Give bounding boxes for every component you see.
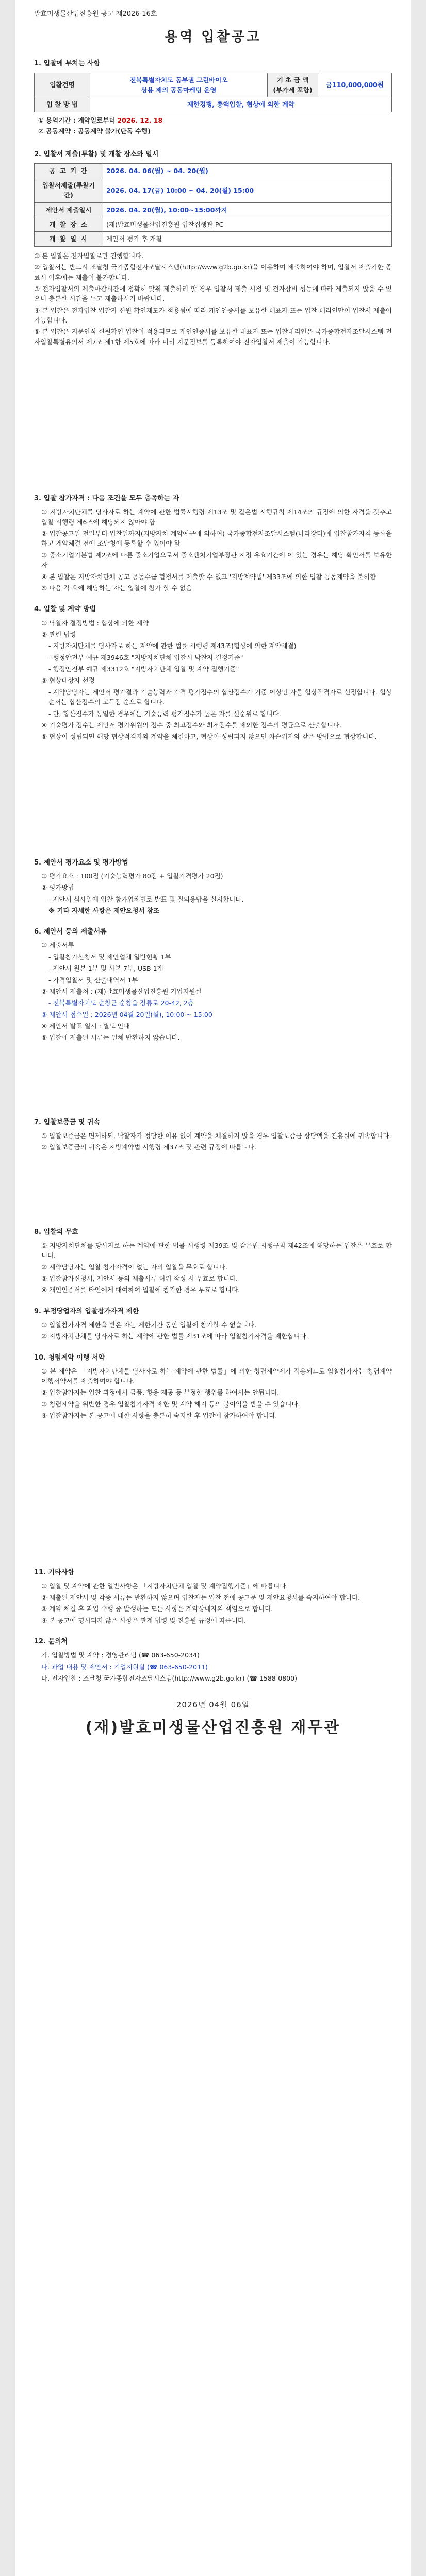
- list-item: - 행정안전부 예규 제3946호 "지방자치단체 입찰시 낙찰자 결정기준": [48, 653, 243, 662]
- section-2-notes: [34, 251, 392, 347]
- list-item: ④ 개인인증서를 타인에게 대여하여 입찰에 참가한 경우 무효로 합니다.: [41, 1286, 240, 1294]
- sched-label: 공 고 기 간: [35, 163, 103, 178]
- list-item: ① 본 계약은 「지방자치단체를 당사자로 하는 계약에 관한 법률」에 의한 청렴계약제가 적용되므로 입찰참가자는 청렴계약 이행서약서를 제출하여야 합니다.: [41, 1367, 392, 1385]
- list-item: ⑤ 협상이 성립되면 해당 협상적격자와 계약을 체결하고, 협상이 성립되지 않으면 차순위자와 같은 방법으로 협상합니다.: [41, 733, 377, 741]
- section-7-list: [34, 1131, 392, 1153]
- section-5-list: [34, 871, 392, 916]
- notice-page: [15, 0, 411, 2576]
- base-price-value: 금110,000,000원: [318, 73, 392, 97]
- list-item: ③ 협상대상자 선정: [41, 676, 95, 685]
- list-item: ① 입찰보증금은 면제하되, 낙찰자가 정당한 이유 없이 계약을 체결하지 않을 경우 입찰보증금 상당액을 진흥원에 귀속합니다.: [41, 1131, 391, 1140]
- sched-label: 개 찰 일 시: [35, 232, 103, 246]
- list-item: ② 입찰공고일 전일부터 입찰일까지(지방자치 계약예규에 의하여) 국가종합전자조달시스템(나라장터)에 입찰참가자격 등록을 하고 계약체결 전에 조달청에 등록할 수 있어야 함: [41, 530, 392, 548]
- list-item: ② 입찰참가자는 입찰 과정에서 금품, 향응 제공 등 부정한 행위를 하여서는 안됩니다.: [41, 1388, 280, 1397]
- list-item: ① 입찰 및 계약에 관한 일반사항은 「지방자치단체 입찰 및 계약집행기준」에 따릅니다.: [41, 1582, 288, 1590]
- bid-name-label: 입찰건명: [35, 73, 90, 97]
- sched-value: 2026. 04. 17(금) 10:00 ~ 04. 20(월) 15:00: [103, 178, 392, 202]
- bid-method-label: 입 찰 방 법: [35, 97, 90, 112]
- list-item: ② 입찰보증금의 귀속은 지방계약법 시행령 제37조 및 관련 규정에 따릅니다.: [41, 1143, 257, 1151]
- list-item: ① 제출서류: [41, 941, 74, 950]
- list-item: ① 지방자치단체를 당사자로 하는 계약에 관한 법률시행령 제13조 및 같은법 시행규칙 제14조의 규정에 의한 자격을 갖추고 입찰 시행령 제6조에 해당되지 않아야 함: [41, 508, 392, 526]
- list-item: ④ 입찰참가자는 본 공고에 대한 사항을 충분히 숙지한 후 입찰에 참가하여야 합니다.: [41, 1412, 277, 1420]
- notice-number: 발효미생물산업진흥원 공고 제2026-16호: [34, 10, 157, 18]
- list-item: ② 제안서 제출처 : (재)발효미생물산업진흥원 기업지원실: [41, 987, 202, 995]
- list-item: ※ 기타 자세한 사항은 제안요청서 참조: [48, 906, 160, 914]
- contact-item: 가. 입찰방법 및 계약 : 경영관리팀 (☎ 063-650-2034): [41, 1651, 200, 1659]
- service-period: [38, 115, 392, 125]
- section-6-heading: 6. 제안서 등의 제출서류: [34, 928, 107, 936]
- contact-item: 다. 전자입찰 : 조달청 국가종합전자조달시스템(http://www.g2b.go.kr) (☎ 1588-0800): [41, 1674, 297, 1683]
- sched-value: 제안서 평가 후 개찰: [103, 232, 392, 246]
- note-item: ② 입찰서는 반드시 조달청 국가종합전자조달시스템(http://www.g2b.go.kr)을 이용하여 제출하여야 하며, 입찰서 제출기한 종료시 이후에는 제출이 불가합니다.: [34, 263, 392, 281]
- list-item: ③ 제안서 접수일 : 2026년 04월 20일(월), 10:00 ~ 15:00: [41, 1010, 212, 1019]
- section-9-heading: 9. 부정당업자의 입찰참가자격 제한: [34, 1307, 139, 1315]
- list-item: ③ 청렴계약을 위반한 경우 입찰참가자격 제한 및 계약 해지 등의 불이익을 받을 수 있습니다.: [41, 1400, 300, 1408]
- list-item: ① 입찰참가자격 제한을 받은 자는 제한기간 동안 입찰에 참가할 수 없습니다.: [41, 1320, 257, 1329]
- sched-value: 2026. 04. 20(월), 10:00~15:00까지: [103, 202, 392, 217]
- section-2-heading: 2. 입찰서 제출(투찰) 및 개찰 장소와 일시: [34, 150, 159, 159]
- list-item: - 지방자치단체를 당사자로 하는 계약에 관한 법률 시행령 제43조(협상에 의한 계약체결): [48, 642, 297, 650]
- list-item: - 계약담당자는 제안서 평가결과 기술능력과 가격 평가점수의 합산점수가 기준 이상인 자를 협상적격자로 선정합니다. 협상순서는 합산점수의 고득점 순으로 합니다.: [48, 688, 392, 706]
- list-item: ① 지방자치단체를 당사자로 하는 계약에 관한 법률 시행령 제39조 및 같은법 시행규칙 제42조에 해당하는 입찰은 무효로 합니다.: [41, 1241, 392, 1260]
- list-item: - 가격입찰서 및 산출내역서 1부: [48, 976, 138, 984]
- list-item: ② 지방자치단체를 당사자로 하는 계약에 관한 법률 제31조에 따라 입찰참가자격을 제한합니다.: [41, 1332, 308, 1341]
- signer-name: (재)발효미생물산업진흥원 재무관: [85, 1718, 341, 1737]
- page-title: 용역 입찰공고: [165, 29, 261, 45]
- section-10-heading: 10. 청렴계약 이행 서약: [34, 1353, 105, 1362]
- list-item: - 제안서 원본 1부 및 사본 7부, USB 1개: [48, 964, 163, 973]
- section-11-heading: 11. 기타사항: [34, 1568, 74, 1577]
- section-12-heading: 12. 문의처: [34, 1638, 68, 1646]
- service-period-value: 2026. 12. 18: [117, 116, 163, 124]
- section-1-heading: 1. 입찰에 부치는 사항: [34, 60, 101, 68]
- service-period-label: ① 용역기간 : 계약일로부터: [38, 116, 116, 124]
- list-item: ④ 본 입찰은 지방자치단체 공고 공동수급 협정서를 제출할 수 없고 '지방계약법' 제33조에 의한 입찰 공동계약을 불허함: [41, 572, 376, 581]
- joint-contract: ② 공동계약 : 공동계약 불가(단독 수행): [38, 127, 151, 135]
- list-item: ② 관련 법령: [41, 630, 76, 638]
- section-5-heading: 5. 제안서 평가요소 및 평가방법: [34, 858, 128, 867]
- list-item: ① 낙찰자 결정방법 : 협상에 의한 계약: [41, 619, 149, 627]
- list-item: ③ 계약 체결 후 과업 수행 중 발생하는 모든 사항은 계약상대자의 책임으로 합니다.: [41, 1605, 273, 1613]
- list-item: ② 평가방법: [41, 884, 74, 892]
- section-6-list: [34, 940, 392, 1042]
- section-4-heading: 4. 입찰 및 계약 방법: [34, 605, 96, 614]
- list-item: ④ 기술평가 점수는 제안서 평가위원의 점수 중 최고점수와 최저점수를 제외한 점수의 평균으로 산출합니다.: [41, 721, 342, 729]
- list-item: ② 제출된 제안서 및 각종 서류는 반환하지 않으며 입찰자는 입찰 전에 공고문 및 제안요청서를 숙지하여야 합니다.: [41, 1594, 361, 1602]
- sched-value: 2026. 04. 06(월) ~ 04. 20(월): [103, 163, 392, 178]
- note-item: ④ 본 입찰은 전자입찰 입찰자 신원 확인제도가 적용됨에 따라 개인인증서를 보유한 대표자 또는 입찰 대리인만이 입찰서 제출이 가능합니다.: [34, 306, 392, 325]
- list-item: - 행정안전부 예규 제3312호 "지방자치단체 입찰 및 계약 집행기준": [48, 665, 239, 673]
- notice-date: 2026년 04월 06일: [176, 1700, 250, 1709]
- section-3-list: [34, 507, 392, 593]
- section-8-heading: 8. 입찰의 무효: [34, 1228, 78, 1236]
- sched-label: 개 찰 장 소: [35, 217, 103, 232]
- section-10-list: [34, 1366, 392, 1421]
- list-item: ⑤ 다음 각 호에 해당하는 자는 입찰에 참가 할 수 없음: [41, 584, 192, 592]
- list-item: - 입찰참가신청서 및 제안업체 일반현황 1부: [48, 953, 171, 961]
- list-item: ② 계약담당자는 입찰 참가자격이 없는 자의 입찰을 무효로 합니다.: [41, 1263, 227, 1271]
- schedule-table: [34, 163, 392, 247]
- list-item: ④ 본 공고에 명시되지 않은 사항은 관계 법령 및 진흥원 규정에 따릅니다.: [41, 1616, 246, 1624]
- list-item: ④ 제안서 발표 일시 : 별도 안내: [41, 1022, 130, 1030]
- list-item: ③ 중소기업기본법 제2조에 따른 중소기업으로서 중소벤처기업부장관 지정 유효기간에 이 있는 경우는 해당 확인서를 보유한 자: [41, 551, 392, 569]
- bid-info-table: [34, 73, 392, 112]
- bid-method-value: 제한경쟁, 총액입찰, 협상에 의한 계약: [90, 97, 392, 112]
- section-7-heading: 7. 입찰보증금 및 귀속: [34, 1118, 101, 1126]
- list-item: - 전북특별자치도 순창군 순창읍 장류로 20-42, 2층: [48, 999, 194, 1007]
- list-item: - 제안서 심사일에 입찰 참가업체별로 발표 및 질의응답을 실시합니다.: [48, 895, 244, 903]
- base-price-label: 기 초 금 액 (부가세 포함): [268, 73, 318, 97]
- section-8-list: [34, 1241, 392, 1295]
- note-item: ⑤ 본 입찰은 지문인식 신원확인 입찰이 적용되므로 개인인증서를 보유한 대표자 또는 입찰대리인은 국가종합전자조달시스템 전자입찰특별유의서 제7조 제1항 제5호에 따라 미리 지문정보를 등록하여야 전자입찰서 제출이 가능합니다.: [34, 328, 392, 346]
- section-3-heading: 3. 입찰 참가자격 : 다음 조건을 모두 충족하는 자: [34, 495, 179, 503]
- contact-item: 나. 과업 내용 및 제안서 : 기업지원실 (☎ 063-650-2011): [41, 1663, 208, 1671]
- sched-value: (재)발효미생물산업진흥원 입찰집행관 PC: [103, 217, 392, 232]
- sched-label: 제안서 제출일시: [35, 202, 103, 217]
- bid-name-value: 전북특별자치도 동부권 그린바이오 상용 제의 공동마케팅 운영: [90, 73, 268, 97]
- section-9-list: [34, 1320, 392, 1342]
- note-item: ① 본 입찰은 전자입찰로만 진행합니다.: [34, 251, 144, 260]
- sched-label: 입찰서제출(투찰기간): [35, 178, 103, 202]
- list-item: ⑤ 입찰에 제출된 서류는 일체 반환하지 않습니다.: [41, 1033, 180, 1042]
- section-11-list: [34, 1581, 392, 1626]
- note-item: ③ 전자입찰서의 제출마감시간에 정확히 맞춰 제출하려 할 경우 입찰서 제출 시점 및 전자장비 성능에 따라 제출되지 않을 수 있으니 충분한 시간을 두고 제출하시기 바랍니다.: [34, 284, 392, 303]
- list-item: ③ 입찰참가신청서, 제안서 등의 제출서류 허위 작성 시 무효로 합니다.: [41, 1274, 238, 1282]
- section-4-list: [34, 618, 392, 742]
- list-item: - 단, 합산점수가 동일한 경우에는 기술능력 평가점수가 높은 자를 선순위로 합니다.: [48, 709, 281, 718]
- section-12-list: [34, 1650, 392, 1683]
- list-item: ① 평가요소 : 100점 (기술능력평가 80점 + 입찰가격평가 20점): [41, 872, 223, 880]
